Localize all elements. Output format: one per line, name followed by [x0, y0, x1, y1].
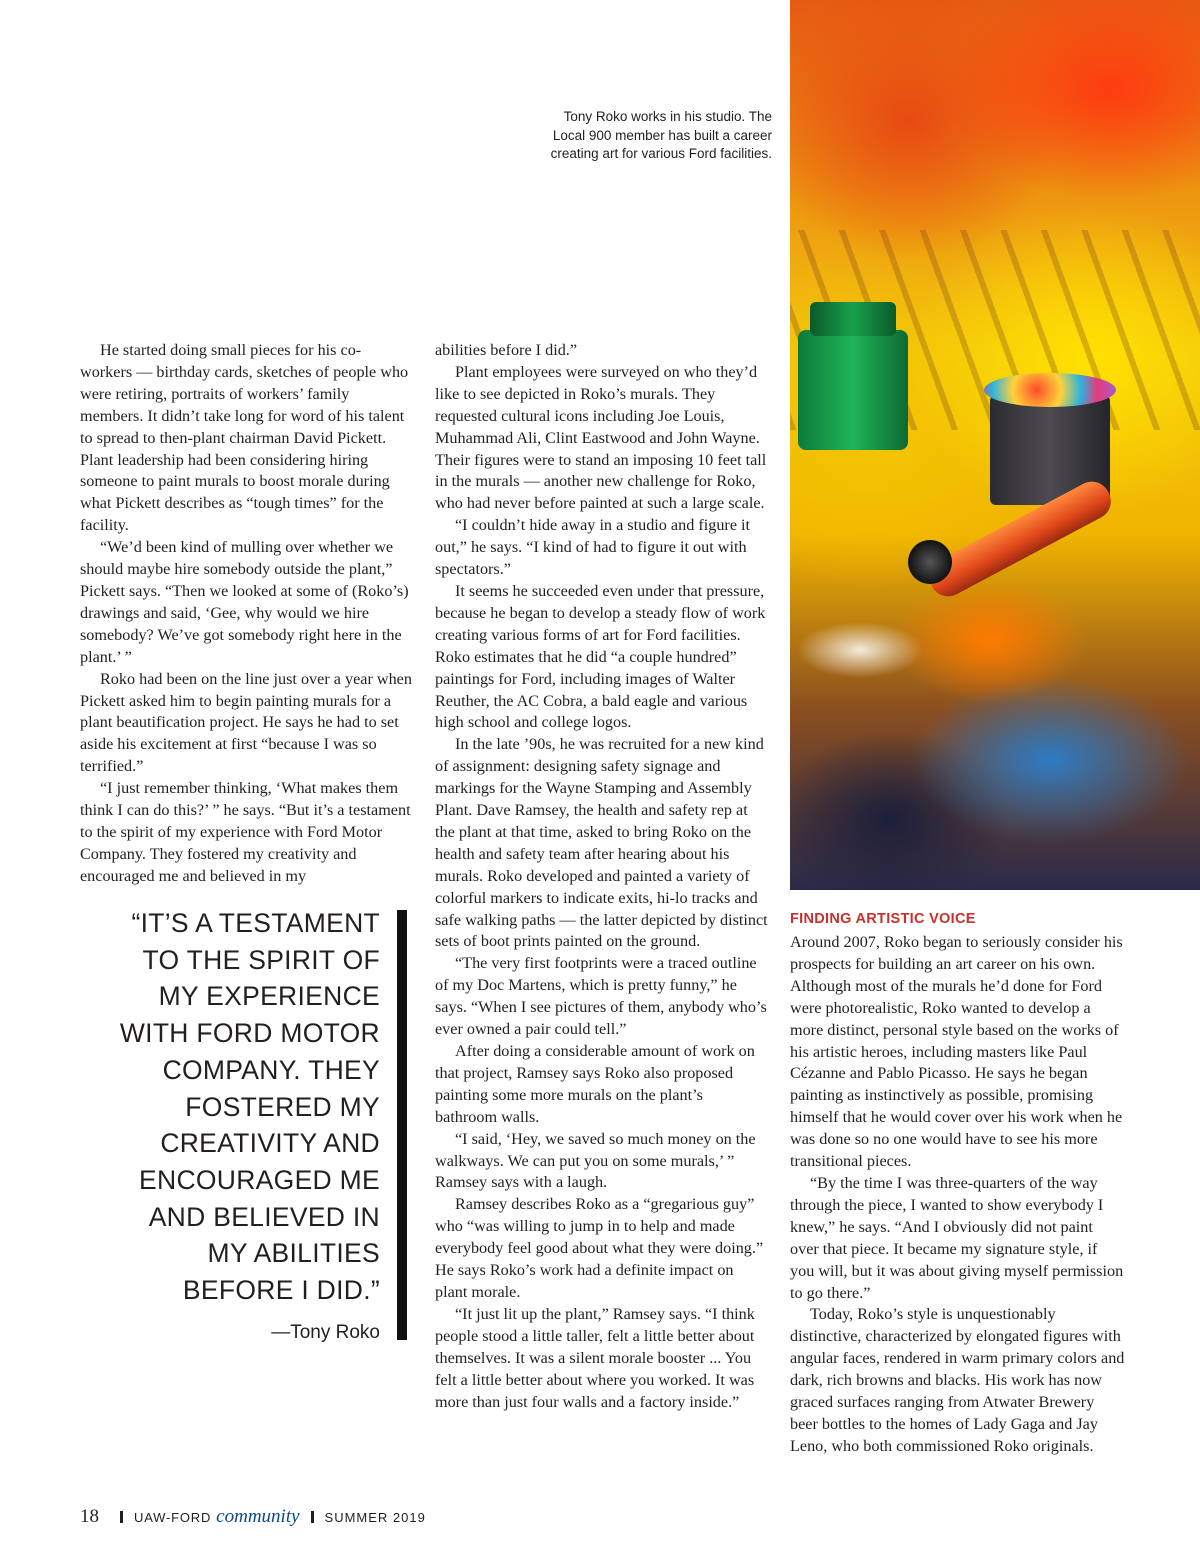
paragraph: “I said, ‘Hey, we saved so much money on the walkways. We can put you on some murals,’ ” Ramsey says with a laugh.	[435, 1129, 756, 1192]
footer-divider	[311, 1511, 314, 1523]
paragraph: Roko had been on the line just over a year when Pickett asked him to begin painting murals for a plant beautification project. He says he had to set aside his excitement at first “because I was so terrified.”	[80, 669, 412, 776]
photo-tube-cap	[908, 540, 952, 584]
paragraph: He started doing small pieces for his co-workers — birthday cards, sketches of people who were retiring, portraits of workers’ family members. It didn’t take long for word of his talent to spread to then-plant chairman David Pickett. Plant leadership had been considering hiring someone to paint murals to boost morale during what Pickett describes as “tough times” for the facility.	[80, 341, 409, 535]
column-3	[790, 932, 1125, 1458]
paragraph: It seems he succeeded even under that pressure, because he began to develop a steady flow of work creating various forms of art for Ford facilities. Roko estimates that he did “a couple hundred” paintings for Ford, including images of Walter Reuther, the AC Cobra, a bald eagle and various high school and college logos.	[435, 581, 766, 732]
footer-issue: SUMMER 2019	[324, 1509, 426, 1525]
photo-green-paint-jar	[798, 330, 908, 450]
footer-divider	[120, 1511, 123, 1523]
footer-publication: UAW-FORD	[134, 1509, 212, 1525]
paragraph: “We’d been kind of mulling over whether we should maybe hire somebody outside the plant,” Pickett says. “Then we looked at some of (Roko’s) drawings and said, ‘Gee, why would we hire somebody? We’ve got somebody right here in the plant.’ ”	[80, 538, 409, 666]
pull-quote: “IT’S A TESTAMENT TO THE SPIRIT OF MY EXPERIENCE WITH FORD MOTOR COMPANY. THEY FOSTERED MY CREATIVITY AND ENCOURAGED ME AND BELIEVED IN MY ABILITIES BEFORE I DID.”	[119, 908, 380, 1306]
photo-caption: Tony Roko works in his studio. The Local 900 member has built a career creating art for various Ford facilities.	[550, 109, 772, 161]
paragraph: “It just lit up the plant,” Ramsey says. “I think people stood a little taller, felt a little better about themselves. It was a silent morale booster ... You felt a little better about where you worked. It was more than just four walls and a factory inside.”	[435, 1304, 755, 1411]
paragraph: Around 2007, Roko began to seriously consider his prospects for building an art career on his own. Although most of the murals he’d done for Ford were photorealistic, Roko wanted to develop a more distinct, personal style based on the works of his artistic heroes, including masters like Paul Cézanne and Pablo Picasso. He says he began painting as instinctively as possible, promising himself that he would cover over his work when he was done so no one would have to see his more transitional pieces.	[790, 933, 1123, 1171]
pull-quote-rule	[397, 910, 407, 1340]
footer-brand: community	[216, 1506, 300, 1527]
page-footer	[80, 1505, 426, 1529]
paragraph: “I couldn’t hide away in a studio and figure it out,” he says. “I kind of had to figure it out with spectators.”	[435, 516, 751, 579]
column-1	[80, 340, 412, 888]
paragraph: After doing a considerable amount of work on that project, Ramsey says Roko also proposed painting some more murals on the plant’s bathroom walls.	[435, 1042, 755, 1126]
paragraph: Plant employees were surveyed on who they’d like to see depicted in Roko’s murals. They requested cultural icons including Joe Louis, Muhammad Ali, Clint Eastwood and John Wayne. Their figures were to stand an imposing 10 feet tall in the murals — another new challenge for Roko, who had never before painted at such a large scale.	[435, 362, 767, 513]
paragraph: Today, Roko’s style is unquestionably distinctive, characterized by elongated figures with angular faces, rendered in warm primary colors and dark, rich browns and blacks. His work has now graced surfaces ranging from Atwater Brewery beer bottles to the homes of Lady Gaga and Jay Leno, who both commissioned Roko originals.	[790, 1305, 1125, 1455]
paragraph: In the late ’90s, he was recruited for a new kind of assignment: designing safety signage and markings for the Wayne Stamping and Assembly Plant. Dave Ramsey, the health and safety rep at the plant at that time, asked to bring Roko on the health and safety team after hearing about his murals. Roko developed and painted a variety of colorful markers to indicate exits, hi-lo tracks and safe walking paths — the latter depicted by distinct sets of boot prints painted on the ground.	[435, 735, 768, 951]
paragraph: Ramsey describes Roko as a “gregarious guy” who “was willing to jump in to help and made everybody feel good about what they were doing.” He says Roko’s work had a definite impact on plant morale.	[435, 1195, 764, 1301]
studio-photo	[790, 0, 1200, 890]
paragraph: “By the time I was three-quarters of the way through the piece, I wanted to show everybody I knew,” he says. “And I obviously did not paint over that piece. It became my signature style, if you will, but it was about giving myself permission to go there.”	[790, 1173, 1124, 1302]
page-number: 18	[80, 1506, 99, 1527]
pull-quote-attribution: —Tony Roko	[271, 1322, 380, 1343]
paragraph-continued: abilities before I did.”	[435, 341, 578, 359]
section-heading: FINDING ARTISTIC VOICE	[790, 911, 976, 927]
paragraph: “I just remember thinking, ‘What makes them think I can do this?’ ” he says. “But it’s a testament to the spirit of my experience with Ford Motor Company. They fostered my creativity and encouraged me and believed in my	[80, 779, 411, 885]
column-2	[435, 340, 768, 1413]
paragraph: “The very first footprints were a traced outline of my Doc Martens, which is pretty funny,” he says. “When I see pictures of them, anybody who’s ever owned a pair could tell.”	[435, 954, 767, 1039]
